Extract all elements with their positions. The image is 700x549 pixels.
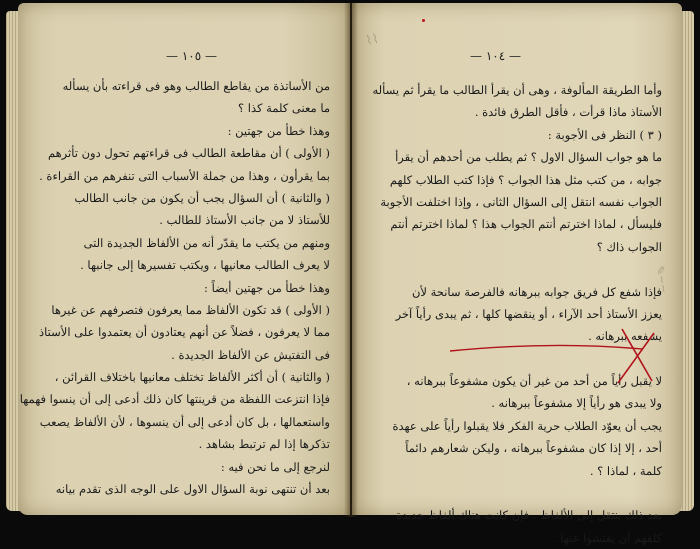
right-page-text-line: أحد ، إلا إذا كان مشفوعاً ببرهانه ، وليكن شعارهم دائماً [405, 441, 662, 456]
right-page-text-line: كلمة ، لماذا ؟ . [589, 463, 662, 478]
red-ink-dot [422, 19, 425, 22]
left-page-text-line: ( والثانية ) أن أكثر الألفاظ تختلف معانيها باختلاف القرائن ، [54, 370, 330, 385]
right-page-text-line: الجواب ذاك ؟ [596, 239, 662, 254]
left-page-text-line: ( والثانية ) أن السؤال يجب أن يكون من جانب الطالب [74, 190, 330, 205]
left-page-text-line: ( الأولى ) أن مقاطعة الطالب فى قراءتهم تحول دون تأثرهم [47, 146, 330, 161]
left-page-text-line: بما يقرأون ، وهذا من جملة الأسباب التى تنفرهم من القراءة . [39, 168, 330, 183]
pencil-margin-note: ✎~~ [653, 264, 671, 295]
left-page-text-line: واستعمالها ، بل كان أدعى إلى أن ينسوها ، لأن الألفاظ يصعب [39, 414, 330, 429]
right-page-text-line: فإذا شفع كل فريق جوابه ببرهانه فالفرصة سانحة لأن [411, 284, 662, 299]
left-page-text-line: ( الأولى ) قد تكون الألفاظ مما يعرفون فتصرفهم عن غيرها [51, 302, 330, 317]
left-page [18, 3, 350, 515]
right-page-text-line: بعد ذلك ينتقل إلى الألفاظ . فإن كانت هناك ألفاظ جديدة [396, 508, 662, 523]
right-page-text [370, 79, 662, 549]
left-page-text-line: ومنهم من يكتب ما يقدّر أنه من الألفاظ الجديدة التى [83, 235, 330, 250]
left-page-text-line: بعد أن تنتهى نوبة السؤال الاول على الوجه الذى تقدم بيانه [55, 482, 330, 497]
right-page-edges [680, 11, 694, 511]
right-page-text-line: يجب أن يعوّد الطلاب حرية الفكر فلا يقبلوا رأياً على عهدة [392, 418, 662, 433]
pencil-scribble-mark: ⌇⌇ [364, 31, 381, 50]
left-page-text [19, 75, 330, 500]
left-page-text-line: فإذا انتزعت اللفظة من قرينتها كان ذلك أدعى إلى أن ينسوا فهمها [19, 392, 330, 407]
right-page-text-line: ( ٣ ) النظر فى الأجوبة : [547, 127, 662, 142]
left-page-text-line: ما معنى كلمة كذا ؟ [238, 101, 330, 116]
open-book [4, 3, 696, 545]
left-page-text-line: من الأساتذة من يقاطع الطالب وهو فى قراءته بأن يسأله [62, 79, 330, 93]
right-page-text-line [370, 258, 662, 280]
right-page [352, 3, 682, 545]
left-page-text-line: لنرجع إلى ما نحن فيه : [220, 459, 330, 474]
right-page-text-line: جوابه ، من كتب مثل هذا الجواب ؟ فإذا كتب الطلاب كلهم [389, 172, 662, 187]
right-page-text-line: الجواب نفسه انتقل إلى السؤال الثانى ، وإذا اختلفت الأجوبة [380, 194, 662, 209]
right-page-number: — ١٠٤ — [470, 49, 521, 63]
left-page-text-line: مما لا يعرفون ، فضلاً عن أنهم يعتادون أن يعتمدوا على الأستاذ [39, 325, 330, 340]
right-page-text-line: ولا يبدى هو رأياً إلا مشفوعاً ببرهانه . [491, 396, 662, 411]
right-page-text-line: يعزز الأستاذ أحد الآراء ، أو ينقضها كلها ، ثم يبدى رأياً آخر [395, 306, 662, 321]
left-page-text-line: وهذا خطأ من جهتين أيضاً : [204, 280, 330, 295]
right-page-text-line: الأستاذ ماذا قرأت ، فأقل الطرق فائدة . [474, 105, 662, 120]
right-page-text-line: فليسأل ، لماذا اخترتم أنتم الجواب هذا ؟ لماذا اخترتم أنتم [390, 217, 662, 232]
right-page-text-line [370, 482, 662, 504]
right-page-text-line: كلفهم أن يفتشوا عنها . [553, 530, 662, 545]
left-page-number: — ١٠٥ — [166, 49, 217, 63]
left-page-text-line: وهذا خطأ من جهتين : [227, 123, 330, 138]
left-page-text-line: للأستاذ لا من جانب الأستاذ للطالب . [159, 213, 330, 228]
left-page-text-line: لا يعرف الطالب معانيها ، ويكتب تفسيرها إلى جانبها . [80, 258, 330, 273]
right-page-text-line: ما هو جواب السؤال الاول ؟ ثم يطلب من أحدهم أن يقرأ [395, 150, 662, 165]
right-page-text-line: وأما الطريقة المألوفة ، وهى أن يقرأ الطالب ما يقرأ ثم يسأله [372, 83, 662, 97]
right-page-text-line: يشفعه ببرهانه . [588, 329, 662, 344]
left-page-text-line: فى التفتيش عن الألفاظ الجديدة . [171, 347, 330, 362]
left-page-text-line: تذكرها إذا لم ترتبط بشاهد . [198, 437, 330, 452]
book-gutter [344, 3, 358, 517]
right-page-text-line: لا يقبل رأياً من أحد من غير أن يكون مشفوعاً ببرهانه ، [406, 374, 662, 389]
red-strike-mark [442, 321, 662, 401]
